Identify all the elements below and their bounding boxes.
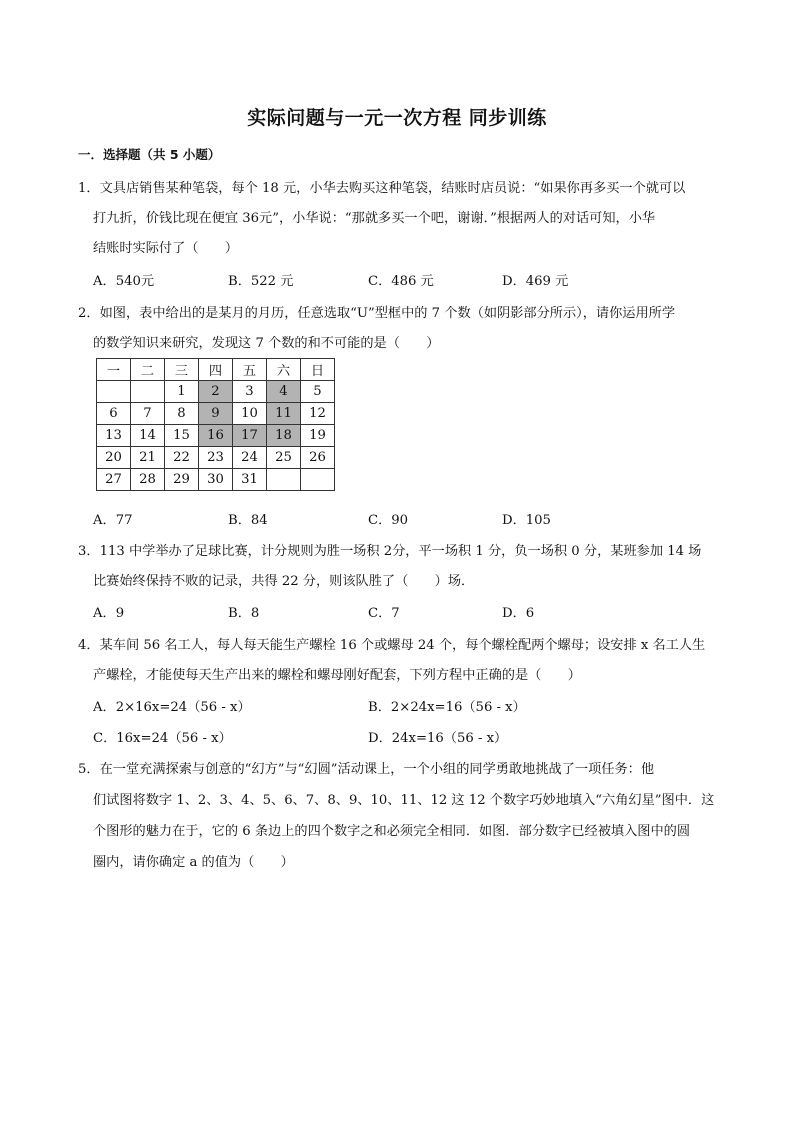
- calendar-row: [97, 469, 335, 491]
- calendar-header-cell: 五: [233, 359, 267, 381]
- calendar-cell: [301, 469, 335, 491]
- calendar-table: [96, 358, 335, 491]
- calendar-cell: 26: [301, 447, 335, 469]
- question-4-line-1: 4．某车间 56 名工人，每人每天能生产螺栓 16 个或螺母 24 个，每个螺栓配两个螺母；设安排 x 名工人生: [78, 638, 706, 653]
- calendar-cell: 19: [301, 425, 335, 447]
- calendar-header-cell: 日: [301, 359, 335, 381]
- calendar-cell: [97, 381, 131, 403]
- question-3-option-d: D．6: [502, 606, 535, 621]
- question-4-line-2: 产螺栓，才能使每天生产出来的螺栓和螺母刚好配套，下列方程中正确的是（ ）: [93, 668, 581, 683]
- question-3-option-b: B．8: [228, 606, 260, 621]
- calendar-cell: 7: [131, 403, 165, 425]
- question-2-option-a: A．77: [93, 513, 133, 528]
- calendar-cell: 22: [165, 447, 199, 469]
- question-2-line-1: 2．如图，表中给出的是某月的月历，任意选取“U”型框中的 7 个数（如阴影部分所示），请你运用所学: [78, 306, 676, 321]
- calendar-cell: 15: [165, 425, 199, 447]
- calendar-header-cell: 六: [267, 359, 301, 381]
- calendar-row: [97, 447, 335, 469]
- calendar-header-cell: 四: [199, 359, 233, 381]
- calendar-cell: 12: [301, 403, 335, 425]
- question-4-option-a: A．2×16x=24（56 - x）: [93, 700, 251, 715]
- calendar-cell: 21: [131, 447, 165, 469]
- calendar-cell: 27: [97, 469, 131, 491]
- calendar-cell: 13: [97, 425, 131, 447]
- question-1-option-a: A．540元: [93, 274, 155, 289]
- calendar-cell: 1: [165, 381, 199, 403]
- question-5-line-1: 5．在一堂充满探索与创意的“幻方”与“幻圆”活动课上，一个小组的同学勇敢地挑战了一项任务：他: [78, 762, 655, 777]
- question-2-line-2: 的数学知识来研究，发现这 7 个数的和不可能的是（ ）: [93, 336, 440, 351]
- question-3-line-2: 比赛始终保持不败的记录，共得 22 分，则该队胜了（ ）场．: [93, 574, 475, 589]
- question-1-line-3: 结账时实际付了（ ）: [93, 241, 239, 256]
- calendar-cell: 25: [267, 447, 301, 469]
- calendar-cell: 20: [97, 447, 131, 469]
- question-4-option-d: D．24x=16（56 - x）: [368, 731, 508, 746]
- question-3-line-1: 3．113 中学举办了足球比赛，计分规则为胜一场积 2分，平一场积 1 分，负一场积 0 分，某班参加 14 场: [78, 544, 702, 559]
- question-4-option-b: B．2×24x=16（56 - x）: [368, 700, 526, 715]
- calendar-cell: 18: [267, 425, 301, 447]
- calendar-header-cell: 一: [97, 359, 131, 381]
- question-1-line-2: 打九折，价钱比现在便宜 36元”，小华说：“那就多买一个吧，谢谢．”根据两人的对话可知，小华: [93, 211, 656, 226]
- calendar-cell: [131, 381, 165, 403]
- calendar-cell: 8: [165, 403, 199, 425]
- calendar-cell: 29: [165, 469, 199, 491]
- calendar-row: [97, 403, 335, 425]
- calendar-cell: 28: [131, 469, 165, 491]
- calendar-cell: 30: [199, 469, 233, 491]
- calendar-cell: 6: [97, 403, 131, 425]
- calendar-cell: 2: [199, 381, 233, 403]
- calendar-cell: 9: [199, 403, 233, 425]
- question-1-option-b: B．522 元: [228, 274, 294, 289]
- question-4-option-c: C．16x=24（56 - x）: [93, 731, 232, 746]
- question-2-option-b: B．84: [228, 513, 268, 528]
- page-title: 实际问题与一元一次方程 同步训练: [247, 107, 547, 129]
- question-2-option-d: D．105: [502, 513, 551, 528]
- question-2-option-c: C．90: [368, 513, 409, 528]
- question-5-line-4: 圈内，请你确定 a 的值为（ ）: [93, 855, 294, 870]
- calendar-header-cell: 二: [131, 359, 165, 381]
- question-3-option-c: C．7: [368, 606, 400, 621]
- calendar-cell: 10: [233, 403, 267, 425]
- calendar-cell: 17: [233, 425, 267, 447]
- calendar-cell: [267, 469, 301, 491]
- section-heading: 一．选择题（共 5 小题）: [78, 147, 221, 162]
- calendar-cell: 14: [131, 425, 165, 447]
- calendar-cell: 5: [301, 381, 335, 403]
- calendar-row: [97, 381, 335, 403]
- question-5-line-3: 个图形的魅力在于，它的 6 条边上的四个数字之和必须完全相同．如图．部分数字已经被填入图中的圆: [93, 824, 691, 839]
- question-3-option-a: A．9: [93, 606, 125, 621]
- calendar-cell: 23: [199, 447, 233, 469]
- question-5-line-2: 们试图将数字 1、2、3、4、5、6、7、8、9、10、11、12 这 12 个数字巧妙地填入“六角幻星”图中．这: [93, 793, 715, 808]
- calendar-row: [97, 425, 335, 447]
- calendar-cell: 31: [233, 469, 267, 491]
- calendar-cell: 11: [267, 403, 301, 425]
- calendar-cell: 3: [233, 381, 267, 403]
- question-1-option-d: D．469 元: [502, 274, 569, 289]
- calendar-cell: 4: [267, 381, 301, 403]
- calendar-header-cell: 三: [165, 359, 199, 381]
- calendar-cell: 16: [199, 425, 233, 447]
- question-1-option-c: C．486 元: [368, 274, 434, 289]
- question-1-line-1: 1．文具店销售某种笔袋，每个 18 元，小华去购买这种笔袋，结账时店员说：“如果你再多买一个就可以: [78, 181, 686, 196]
- calendar-header-row: [97, 359, 335, 381]
- calendar-cell: 24: [233, 447, 267, 469]
